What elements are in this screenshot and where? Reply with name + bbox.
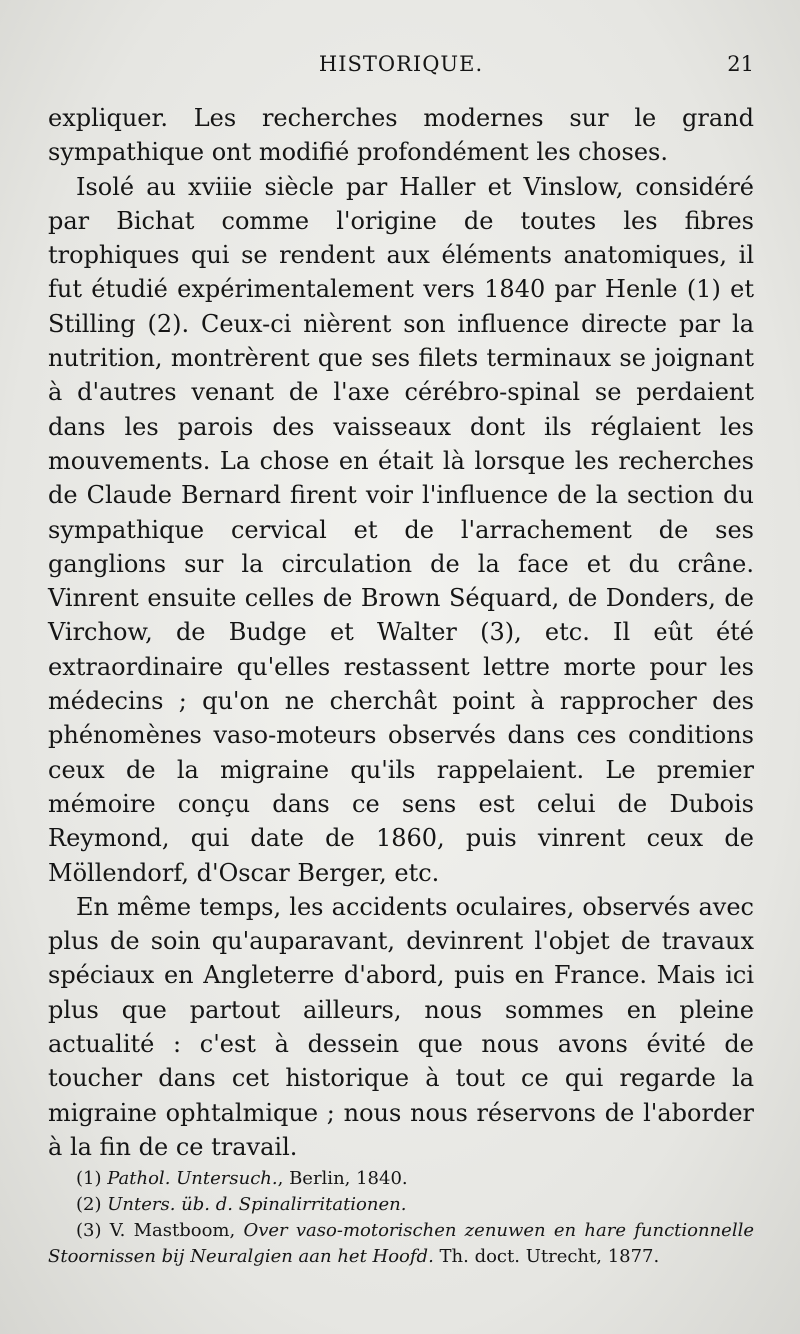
footnote-text: , Berlin, 1840. [277, 1168, 408, 1189]
footnote-title: Unters. üb. d. Spinalirritationen. [107, 1194, 407, 1215]
paragraph: En même temps, les accidents oculaires, observés avec plus de soin qu'auparavant, devinrent l'objet de travaux spéciaux en Angleterre d'abord, puis en France. Mais ici plus que partout ailleurs, nous sommes en pleine actualité : c'est à dessein que nous avons évité de toucher dans cet historique à tout ce qui regarde la migraine ophtalmique ; nous nous réservons de l'aborder à la fin de ce travail. [48, 892, 754, 1161]
page-number: 21 [727, 52, 754, 76]
footnote-marker: (1) [76, 1168, 102, 1189]
running-head: HISTORIQUE. [318, 52, 484, 76]
footnote-text: Th. doct. Utrecht, 1877. [433, 1246, 660, 1267]
paragraph: Isolé au xviiie siècle par Haller et Vinslow, considéré par Bichat comme l'origine de toutes les fibres trophiques qui se rendent aux éléments anatomiques, il fut étudié expérimentalement vers 1840 par Henle (1) et Stilling (2). Ceux-ci nièrent son influence directe par la nutrition, montrèrent que ses filets terminaux se joignant à d'autres venant de l'axe cérébro-spinal se perdaient dans les parois des vaisseaux dont ils réglaient les mouvements. La chose en était là lorsque les recherches de Claude Bernard firent voir l'influence de la section du sympathique cervical et de l'arrachement de ses ganglions sur la circulation de la face et du crâne. Vinrent ensuite celles de Brown Séquard, de Donders, de Virchow, de Budge et Walter (3), etc. Il eût été extraordinaire qu'elles restassent lettre morte pour les médecins ; qu'on ne cherchât point à rapprocher des phénomènes vaso-moteurs observés dans ces conditions ceux de la migraine qu'ils rappelaient. Le premier mémoire conçu dans ce sens est celui de Dubois Reymond, qui date de 1860, puis vinrent ceux de Möllendorf, d'Oscar Berger, etc. [48, 172, 754, 887]
main-text [48, 101, 754, 1164]
footnote [48, 1218, 754, 1270]
footnote-title: Over vaso-motorischen zenuwen en hare functionnelle Stoornissen bij Neuralgien aan het Hoofd. [48, 1220, 754, 1267]
footnote [48, 1166, 754, 1192]
footnote-title: Pathol. Untersuch. [107, 1168, 278, 1189]
footnote [48, 1192, 754, 1218]
paragraph-continuation: expliquer. Les recherches modernes sur le grand sympathique ont modifié profondément les choses. [48, 104, 754, 167]
footnotes [48, 1166, 754, 1270]
footnote-prefix: V. Mastboom, [109, 1220, 236, 1241]
page-header [48, 52, 754, 92]
footnote-marker: (2) [76, 1194, 102, 1215]
footnote-marker: (3) [76, 1220, 102, 1241]
